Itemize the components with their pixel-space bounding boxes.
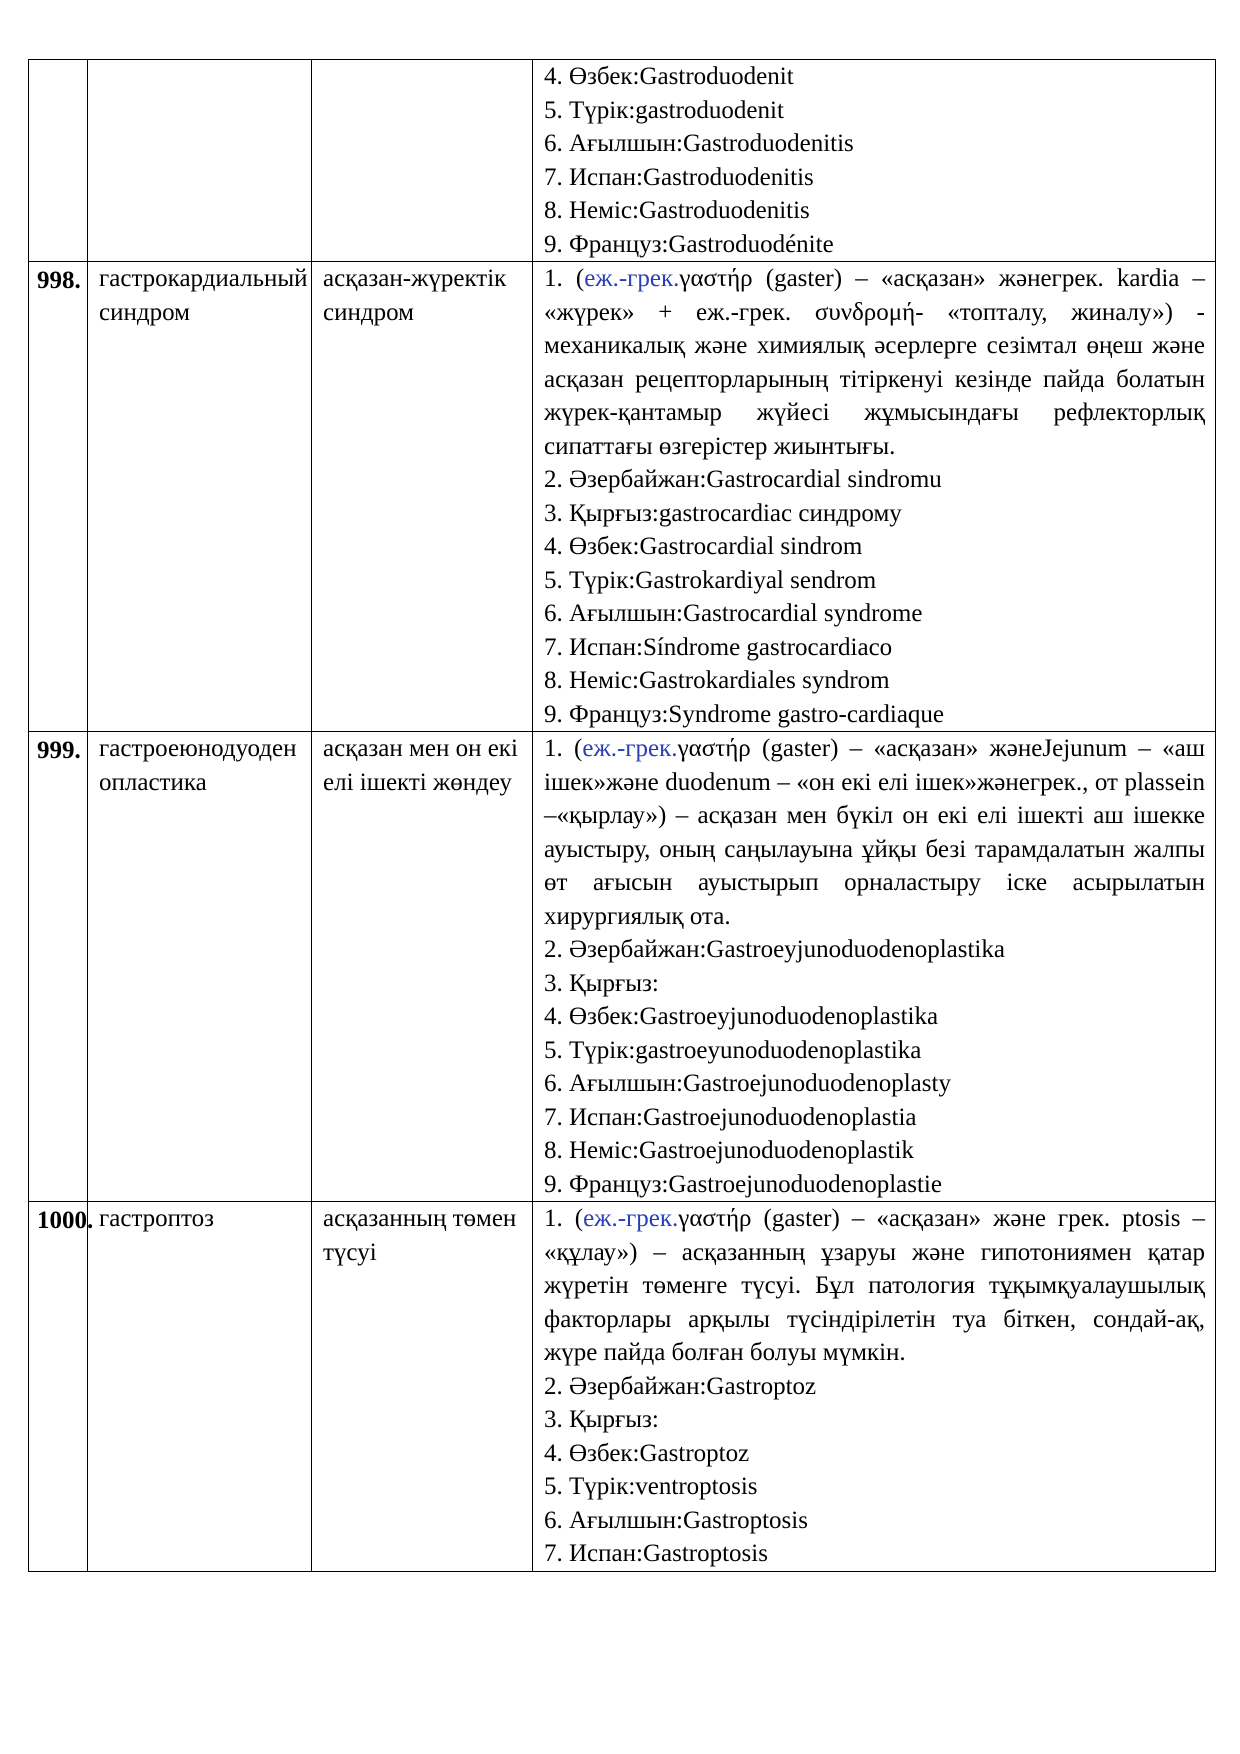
table-row xyxy=(29,262,1216,732)
origin-language: еж.-грек. xyxy=(584,265,680,292)
translation-line: 7. Испан:Gastroptosis xyxy=(544,1540,768,1567)
translation-line: 5. Түрік:Gastrokardiyal sendrom xyxy=(544,566,877,594)
translation-line: 4. Өзбек:Gastroeyjunoduodenoplastika xyxy=(544,1003,939,1030)
translation-line: 3. Қырғыз: xyxy=(544,969,659,997)
etymology-definition xyxy=(544,732,1205,933)
translation-line: 4. Өзбек:Gastroduodenit xyxy=(544,63,794,90)
translation-line: 9. Француз:Syndrome gastro-cardiaque xyxy=(544,700,945,728)
kazakh-term: асқазан-жүректік синдром xyxy=(312,262,533,732)
definition-cell xyxy=(533,262,1216,732)
translation-line: 3. Қырғыз: xyxy=(544,1406,659,1433)
translation-line: 2. Әзербайжан:Gastroeyjunoduodenoplastika xyxy=(544,936,1005,963)
table-row xyxy=(29,732,1216,1202)
translation-line: 2. Әзербайжан:Gastroptoz xyxy=(544,1372,817,1400)
translation-line: 9. Француз:Gastroejunoduodenoplastie xyxy=(544,1170,942,1198)
table-row xyxy=(29,1202,1216,1572)
definition-text: γαστήρ (gaster) – «асқазан» және грек. ptosis – «құлау») – асқазанның ұзаруы және гипотониямен қатар жүретін төменге түсуі. Бұл патология тұқымқуалаушылық факторлары арқылы түсіндірілетін туа біткен, сондай-ақ, жүре пайда болған болуы мүмкін. xyxy=(544,1205,1205,1366)
definition-text: γαστήρ (gaster) – «асқазан» жәнеJejunum – «аш ішек»және duodenum – «он екі елі ішек»жәнегрек., от plassein –«қырлау») – асқазан мен бүкіл он екі елі ішекті аш ішекке ауыстыру, оның саңылауына ұйқы безі тарамдалатын жалпы өт ағысын ауыстырып орналастыру іске асырылатын хирургиялық ота. xyxy=(544,735,1205,930)
etymology-definition xyxy=(544,262,1205,463)
translation-line: 4. Өзбек:Gastroptoz xyxy=(544,1439,750,1467)
table-row xyxy=(29,60,1216,262)
kazakh-term: асқазан мен он екі елі ішекті жөндеу xyxy=(312,732,533,1202)
translation-line: 9. Француз:Gastroduodénite xyxy=(544,230,834,258)
translation-line: 7. Испан:Gastroduodenitis xyxy=(544,163,814,191)
translation-line: 6. Ағылшын:Gastroduodenitis xyxy=(544,130,854,157)
translation-line: 5. Түрік:gastroduodenit xyxy=(544,96,784,124)
translation-line: 2. Әзербайжан:Gastrocardial sindromu xyxy=(544,466,942,493)
dictionary-table xyxy=(28,59,1216,1572)
entry-number: 998. xyxy=(29,262,88,732)
definition-prefix: 1. ( xyxy=(544,1205,584,1232)
entry-number: 1000. xyxy=(29,1202,88,1572)
russian-term: гастроеюнодуоденопластика xyxy=(88,732,312,1202)
translation-line: 5. Түрік:gastroeyunoduodenoplastika xyxy=(544,1036,922,1064)
kazakh-term: асқазанның төмен түсуі xyxy=(312,1202,533,1572)
translation-line: 6. Ағылшын:Gastroptosis xyxy=(544,1506,808,1534)
origin-language: еж.-грек. xyxy=(582,735,678,762)
definition-cell xyxy=(533,1202,1216,1572)
translation-line: 7. Испан:Gastroejunoduodenoplastia xyxy=(544,1103,917,1131)
definition-prefix: 1. ( xyxy=(544,265,585,292)
etymology-definition xyxy=(544,1202,1205,1370)
definition-text: γαστήρ (gaster) – «асқазан» жәнегрек. kardia – «жүрек» + еж.-грек. συνδρομή- «топталу, жиналу») - механикалық және химиялық әсерлерге сезімтал өңеш және асқазан рецепторларының тітіркенуі кезінде пайда болатын жүрек-қантамыр жүйесі жұмысындағы рефлекторлық сипаттағы өзгерістер жиынтығы. xyxy=(544,265,1206,460)
translation-line: 8. Неміс:Gastroejunoduodenoplastik xyxy=(544,1137,914,1164)
translation-line: 6. Ағылшын:Gastrocardial syndrome xyxy=(544,600,923,627)
definition-prefix: 1. ( xyxy=(544,735,583,762)
russian-term: гастрокардиальный синдром xyxy=(88,262,312,732)
entry-number xyxy=(29,60,88,262)
kazakh-term xyxy=(312,60,533,262)
origin-language: еж.-грек. xyxy=(583,1205,679,1232)
translation-line: 4. Өзбек:Gastrocardial sindrom xyxy=(544,533,863,560)
translation-line: 3. Қырғыз:gastrocardiac синдрому xyxy=(544,499,902,527)
entry-number: 999. xyxy=(29,732,88,1202)
definition-cell xyxy=(533,60,1216,262)
russian-term: гастроптоз xyxy=(88,1202,312,1572)
translation-line: 7. Испан:Síndrome gastrocardiaco xyxy=(544,633,893,661)
definition-cell xyxy=(533,732,1216,1202)
translation-line: 5. Түрік:ventroptosis xyxy=(544,1473,758,1500)
translation-line: 8. Неміс:Gastroduodenitis xyxy=(544,197,810,224)
translation-line: 8. Неміс:Gastrokardiales syndrom xyxy=(544,667,890,694)
translation-line: 6. Ағылшын:Gastroejunoduodenoplasty xyxy=(544,1070,951,1097)
russian-term xyxy=(88,60,312,262)
